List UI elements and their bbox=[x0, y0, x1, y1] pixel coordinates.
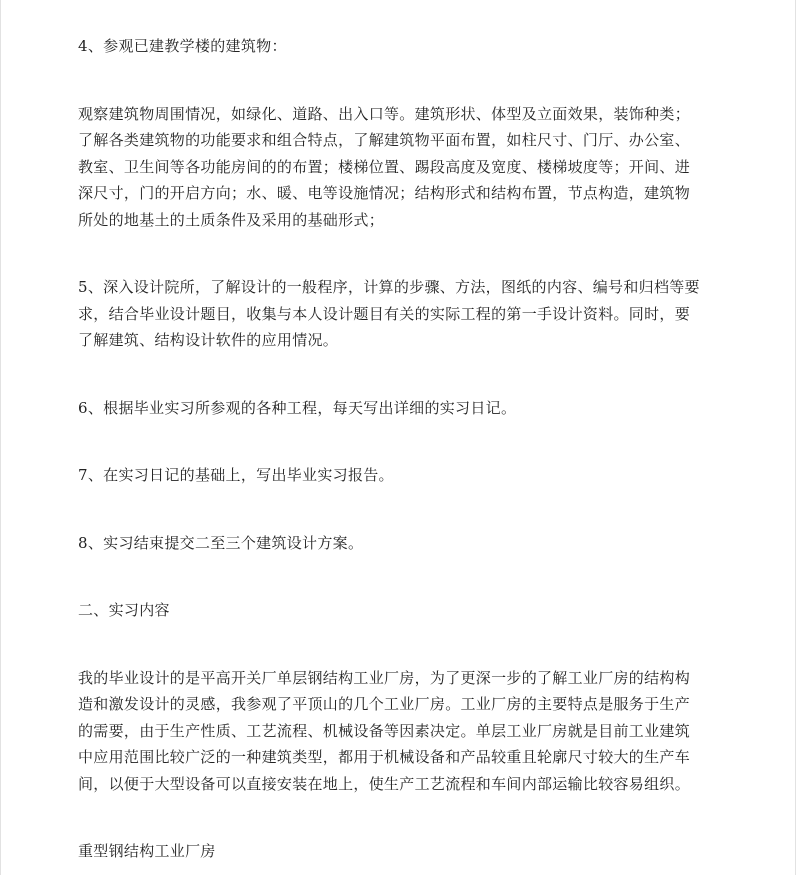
text-line: 教室、卫生间等各功能房间的的布置；楼梯位置、踢段高度及宽度、楼梯坡度等；开间、进 bbox=[78, 157, 691, 176]
item-8 bbox=[78, 530, 728, 557]
item-5 bbox=[78, 274, 728, 354]
text-line: 8、实习结束提交二至三个建筑设计方案。 bbox=[78, 533, 364, 552]
section-2-heading bbox=[78, 597, 728, 624]
text-line: 6、根据毕业实习所参观的各种工程，每天写出详细的实习日记。 bbox=[78, 398, 517, 417]
text-line: 造和激发设计的灵感，我参观了平顶山的几个工业厂房。工业厂房的主要特点是服务于生产 bbox=[78, 695, 691, 713]
text-line: 所处的地基土的土质条件及采用的基础形式； bbox=[78, 210, 385, 229]
text-line: 间，以便于大型设备可以直接安装在地上，使生产工艺流程和车间内部运输比较容易组织。 bbox=[78, 774, 691, 793]
text-line: 4、参观已建教学楼的建筑物： bbox=[78, 37, 287, 55]
text-line: 5、深入设计院所，了解设计的一般程序，计算的步骤、方法，图纸的内容、编号和归档等要 bbox=[78, 278, 700, 296]
item-6 bbox=[78, 395, 728, 422]
text-line: 深尺寸，门的开启方向；水、暖、电等设施情况；结构形式和结构布置，节点构造，建筑物 bbox=[78, 184, 691, 202]
text-line: 中应用范围比较广泛的一种建筑类型，都用于机械设备和产品较重且轮廓尺寸较大的生产车 bbox=[78, 748, 691, 766]
subheading-heavy-steel bbox=[78, 838, 728, 865]
text-line: 我的毕业设计的是平高开关厂单层钢结构工业厂房，为了更深一步的了解工业厂房的结构构 bbox=[78, 668, 691, 687]
section-2-body bbox=[78, 665, 728, 798]
text-line: 7、在实习日记的基础上，写出毕业实习报告。 bbox=[78, 466, 394, 484]
document-content bbox=[78, 33, 728, 865]
text-line: 重型钢结构工业厂房 bbox=[78, 842, 216, 860]
text-line: 了解建筑、结构设计软件的应用情况。 bbox=[78, 331, 339, 349]
text-line: 观察建筑物周围情况，如绿化、道路、出入口等。建筑形状、体型及立面效果，装饰种类； bbox=[78, 104, 691, 123]
item-7 bbox=[78, 462, 728, 489]
text-line: 的需要，由于生产性质、工艺流程、机械设备等因素决定。单层工业厂房就是目前工业建筑 bbox=[78, 721, 691, 740]
text-line: 二、实习内容 bbox=[78, 601, 170, 619]
item-4-body bbox=[78, 101, 728, 234]
text-line: 求，结合毕业设计题目，收集与本人设计题目有关的实际工程的第一手设计资料。同时，要 bbox=[78, 304, 691, 323]
item-4-heading bbox=[78, 33, 728, 60]
text-line: 了解各类建筑物的功能要求和组合特点，了解建筑物平面布置，如柱尺寸、门厅、办公室、 bbox=[78, 131, 691, 149]
